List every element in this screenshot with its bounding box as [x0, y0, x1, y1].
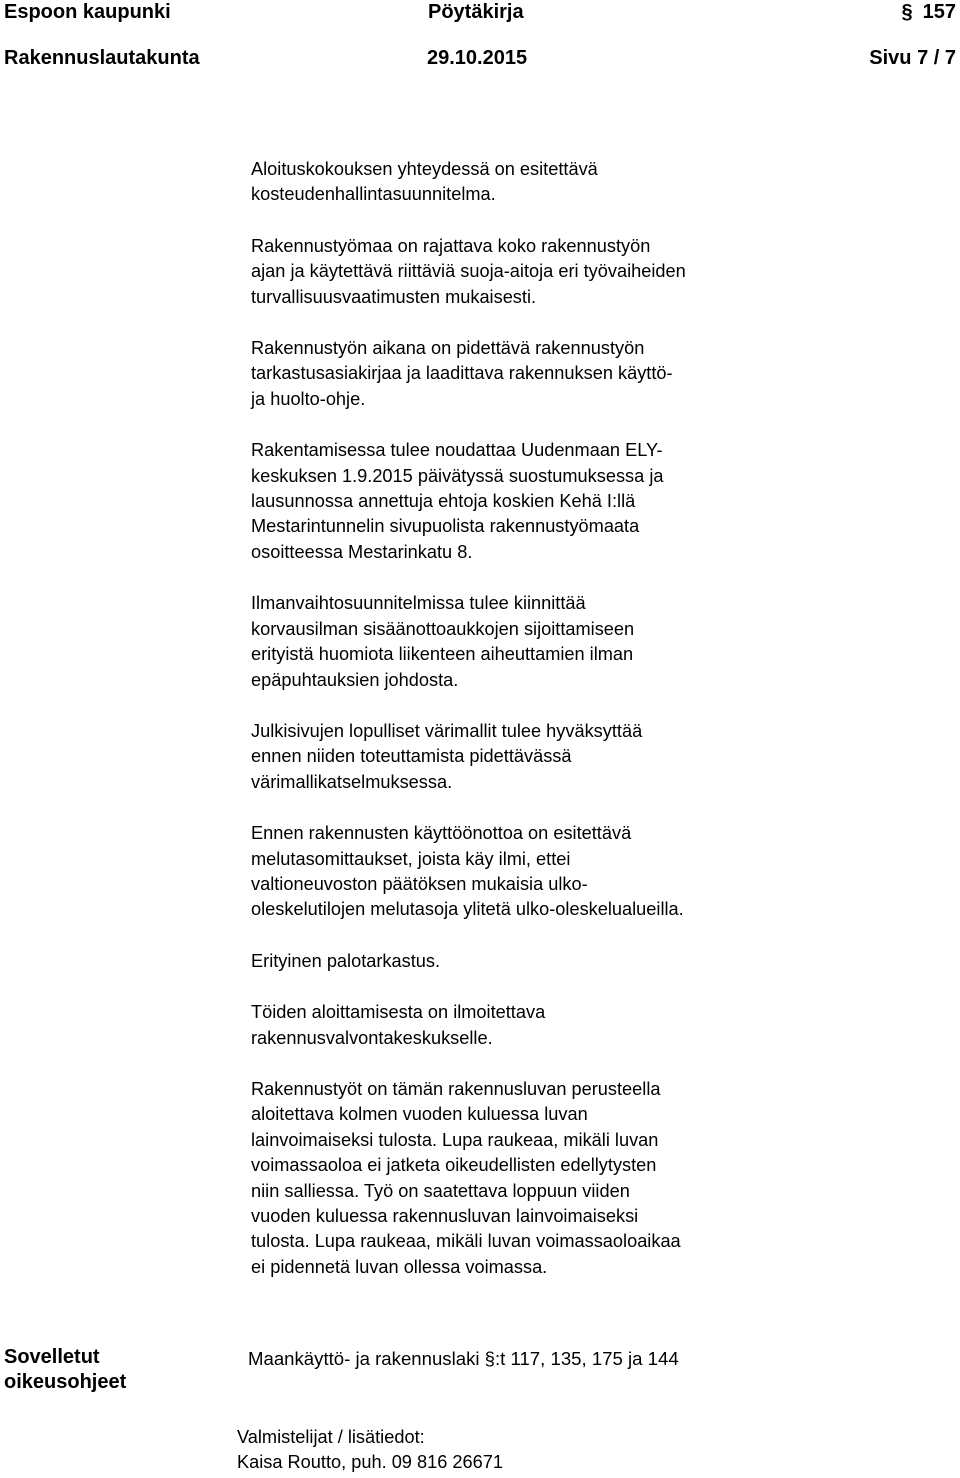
preparers-info [237, 1425, 503, 1476]
preparers-contact: Kaisa Routto, puh. 09 816 26671 [237, 1452, 503, 1473]
paragraph: Rakennustyömaa on rajattava koko rakennustyön ajan ja käytettävä riittäviä suoja-aitoja eri työvaiheiden turvallisuusvaatimusten mukaisesti. [251, 235, 686, 307]
decision-conditions [251, 157, 811, 1280]
preparers-label: Valmistelijat / lisätiedot: [237, 1427, 425, 1447]
paragraph: Julkisivujen lopulliset värimallit tulee hyväksyttää ennen niiden toteuttamista pidettävässä värimallikatselmuksessa. [251, 720, 643, 792]
document-type: Pöytäkirja [428, 1, 524, 23]
paragraph: Töiden aloittamisesta on ilmoitettava rakennusvalvontakeskukselle. [251, 1002, 546, 1048]
paragraph: Rakentamisessa tulee noudattaa Uudenmaan ELY- keskuksen 1.9.2015 päivätyssä suostumuksessa ja lausunnossa annettuja ehtoja koskien Kehä I:llä Mestarintunnelin sivupuolista rakennustyömaata osoitteessa Mestarinkatu 8. [251, 440, 664, 562]
paragraph: Rakennustyön aikana on pidettävä rakennustyön tarkastusasiakirjaa ja laadittava rakennuksen käyttö- ja huolto-ohje. [251, 338, 673, 409]
organization-name: Espoon kaupunki [4, 1, 171, 23]
board-name: Rakennuslautakunta [4, 47, 200, 69]
page-number: Sivu 7 / 7 [869, 47, 956, 69]
section-number-value: 157 [922, 1, 956, 23]
paragraph: Ennen rakennusten käyttöönottoa on esitettävä melutasomittaukset, joista käy ilmi, ettei valtioneuvoston päätöksen mukaisia ulko- oleskelutilojen melutasoja ylitetä ulko-oleskelualueilla. [251, 823, 684, 920]
section-symbol: § [901, 1, 913, 23]
paragraph: Erityinen palotarkastus. [251, 950, 441, 971]
meeting-date: 29.10.2015 [427, 47, 528, 69]
paragraph: Ilmanvaihtosuunnitelmissa tulee kiinnittää korvausilman sisäänottoaukkojen sijoittamiseen erityistä huomiota liikenteen aiheuttamien ilman epäpuhtauksien johdosta. [251, 593, 635, 690]
paragraph: Aloituskokouksen yhteydessä on esitettävä kosteudenhallintasuunnitelma. [251, 159, 598, 205]
section-number [902, 0, 957, 24]
applied-law-heading: Sovelletut oikeusohjeet [4, 1346, 127, 1393]
applied-law-text: Maankäyttö- ja rakennuslaki §:t 117, 135, 175 ja 144 [248, 1348, 679, 1369]
paragraph: Rakennustyöt on tämän rakennusluvan perusteella aloitettava kolmen vuoden kuluessa luvan lainvoimaiseksi tulosta. Lupa raukeaa, mikäli luvan voimassaoloa ei jatketa oikeudellisten edellytysten niin salliessa. Työ on saatettava loppuun viiden vuoden kuluessa rakennusluvan lainvoimaiseksi tulosta. Lupa raukeaa, mikäli luvan voimassaoloaikaa ei pidennetä luvan ollessa voimassa. [251, 1078, 681, 1277]
